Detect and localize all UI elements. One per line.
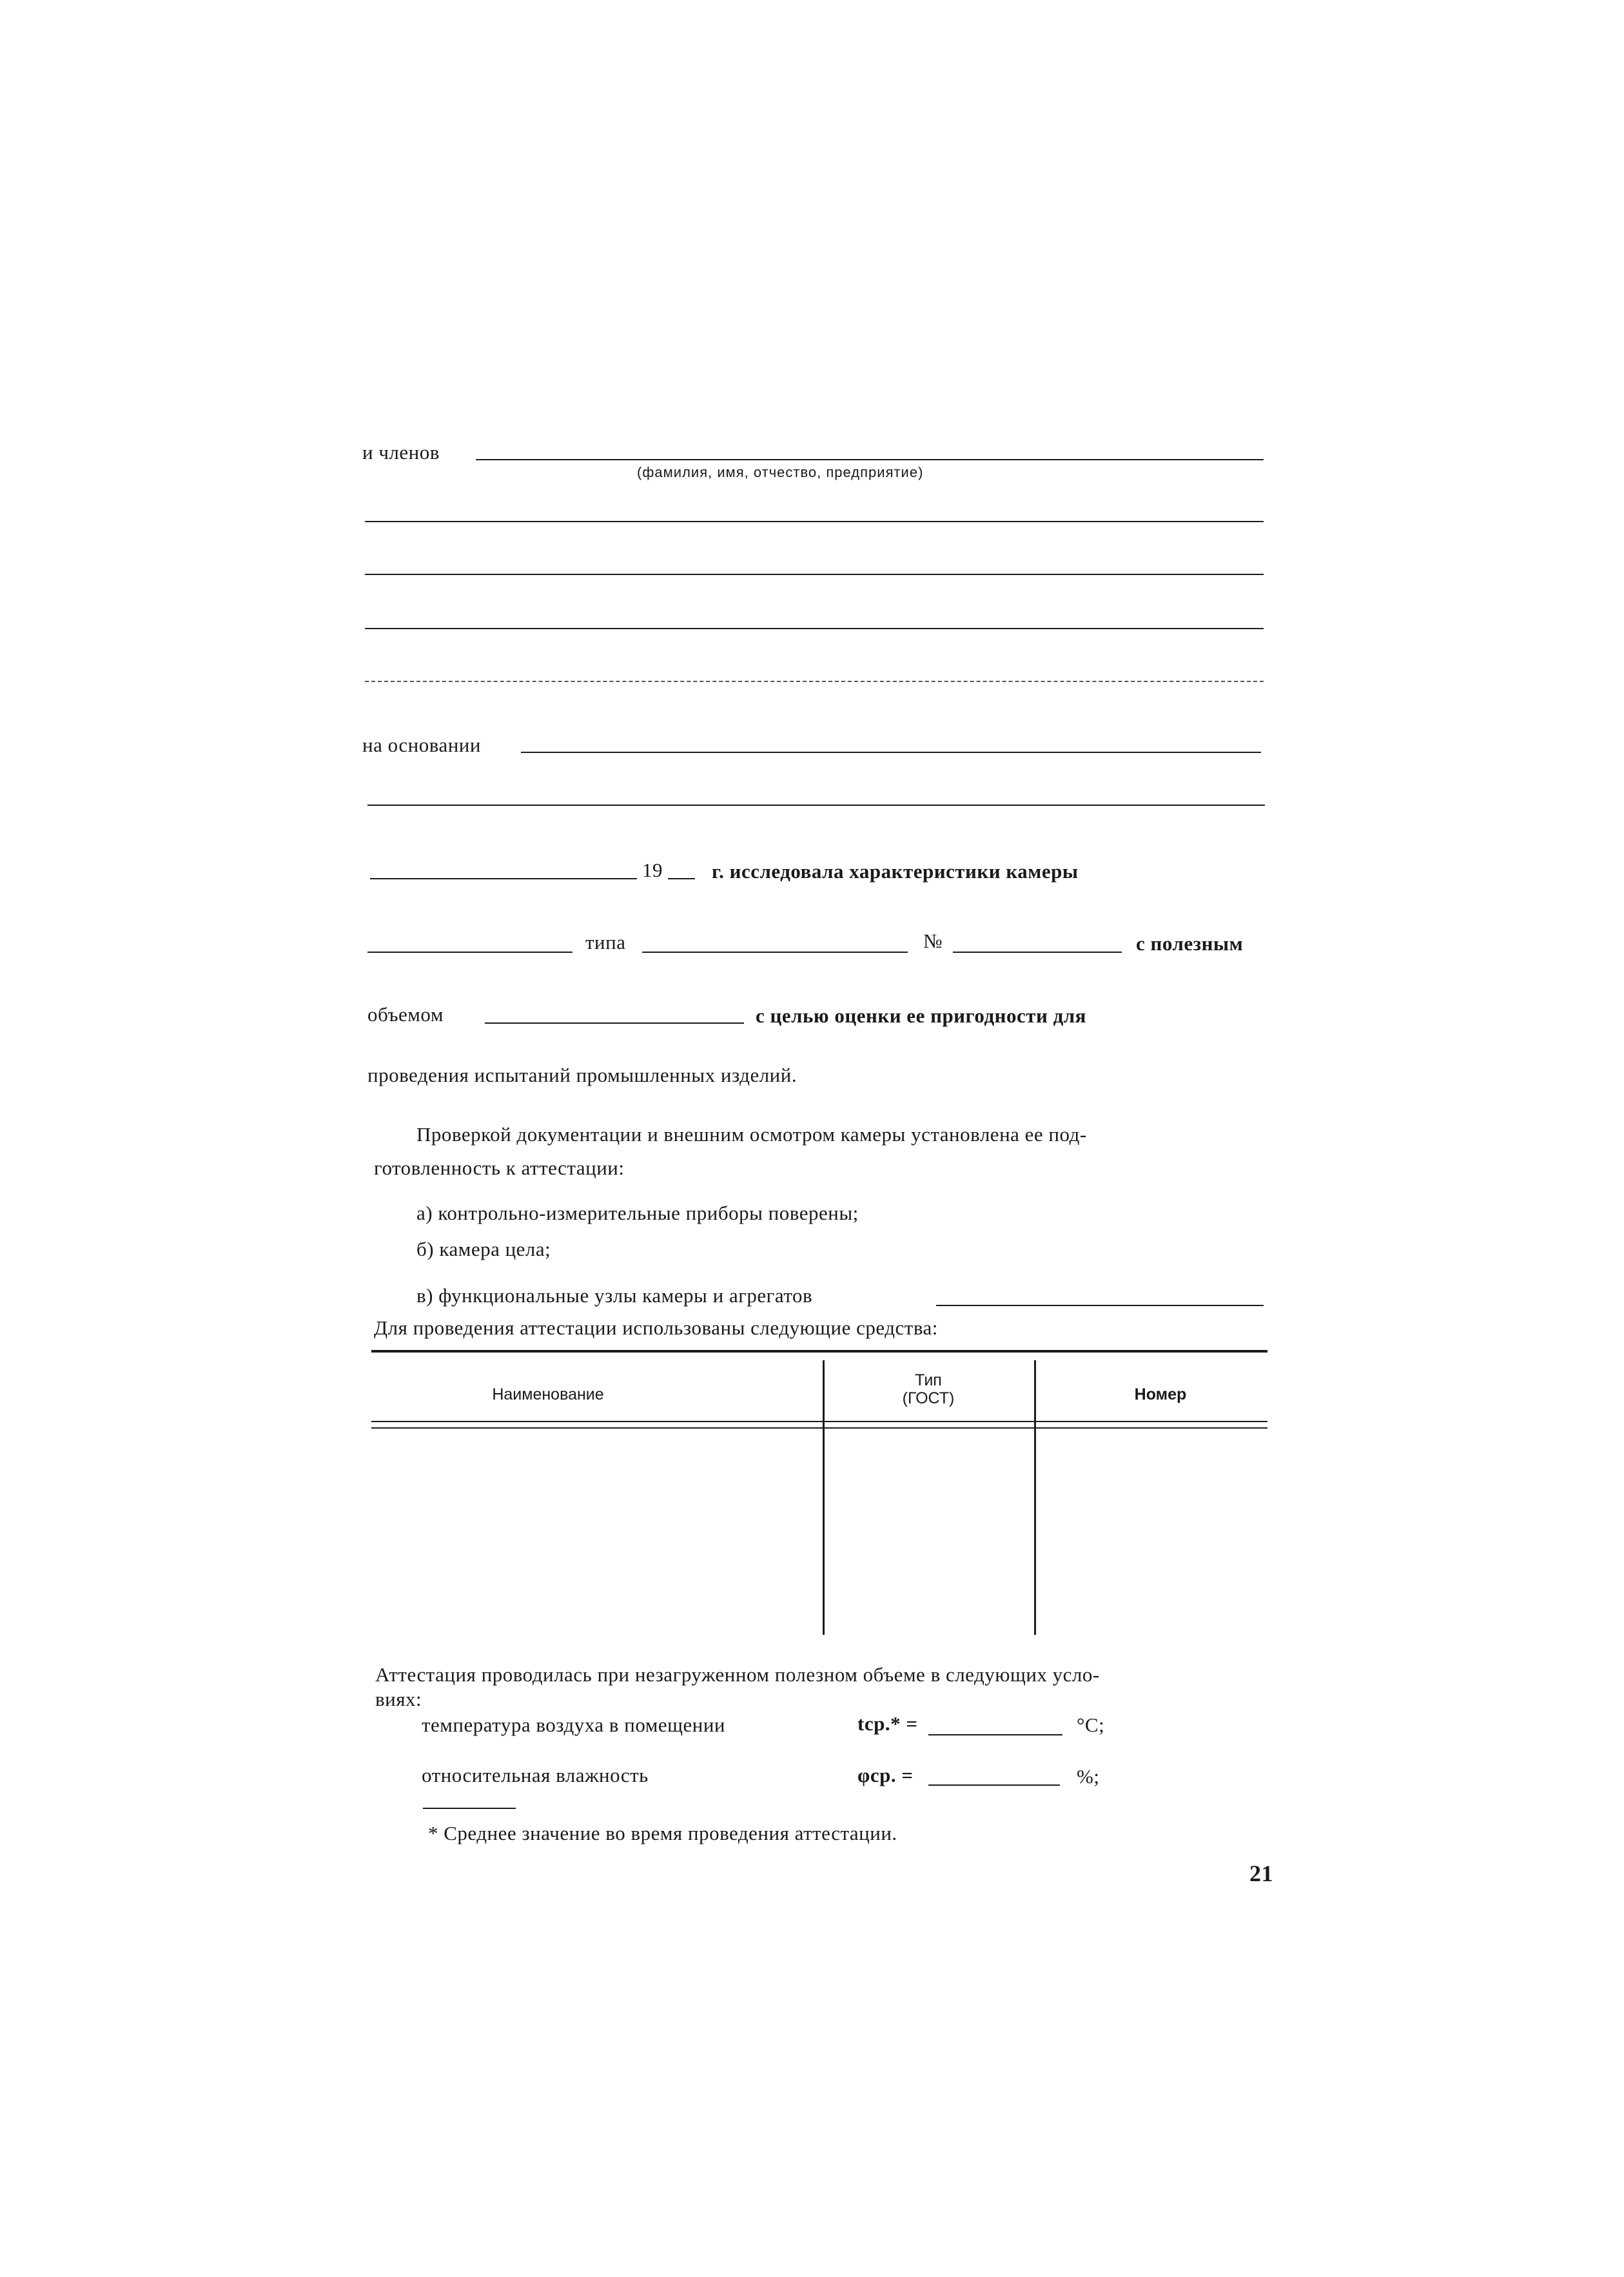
members-line-3[interactable] <box>365 574 1264 575</box>
table-col-divider-1 <box>823 1360 825 1635</box>
means-intro: Для проведения аттестации использованы следующие средства: <box>374 1316 938 1339</box>
page-number: 21 <box>1249 1861 1273 1886</box>
volume-label: объемом <box>367 1003 444 1026</box>
table-header-number: Номер <box>1134 1385 1187 1403</box>
temp-symbol: tср.* = <box>857 1712 918 1735</box>
footnote: * Среднее значение во время проведения аттестации. <box>428 1822 897 1844</box>
members-line[interactable] <box>476 459 1264 460</box>
year-prefix: 19 <box>642 859 663 881</box>
purpose-text-2: проведения испытаний промышленных изделий. <box>367 1064 797 1086</box>
conditions-intro-line2: виях: <box>375 1688 422 1710</box>
table-col-divider-2 <box>1034 1360 1036 1635</box>
type-line[interactable] <box>642 952 908 953</box>
chamber-name-line[interactable] <box>367 952 572 953</box>
humidity-symbol: φср. = <box>857 1764 914 1786</box>
footnote-rule <box>423 1808 516 1809</box>
check-paragraph-line1: Проверкой документации и внешним осмотром камеры установлена ее под- <box>416 1123 1087 1146</box>
temp-label: температура воздуха в помещении <box>422 1714 726 1736</box>
date-line[interactable] <box>370 878 637 879</box>
table-header-type: Тип (ГОСТ) <box>902 1371 955 1407</box>
type-label: типа <box>585 931 626 953</box>
item-a: а) контрольно-измерительные приборы поверены; <box>416 1202 859 1224</box>
members-hint: (фамилия, имя, отчество, предприятие) <box>637 464 924 480</box>
number-line[interactable] <box>953 952 1122 953</box>
useful-label: с полезным <box>1136 932 1244 955</box>
humidity-label: относительная влажность <box>422 1764 649 1786</box>
item-b: б) камера цела; <box>416 1238 551 1260</box>
table-header-rule-2 <box>371 1427 1267 1429</box>
item-c: в) функциональные узлы камеры и агрегатов <box>416 1284 813 1307</box>
basis-label: на основании <box>362 734 481 756</box>
temp-unit: °С; <box>1077 1714 1105 1736</box>
humidity-unit: %; <box>1077 1765 1100 1788</box>
number-label: № <box>923 930 943 952</box>
members-line-5[interactable] <box>365 681 1264 682</box>
purpose-text: с целью оценки ее пригодности для <box>756 1004 1086 1027</box>
basis-line-2[interactable] <box>367 805 1265 806</box>
members-line-2[interactable] <box>365 521 1264 522</box>
item-c-line[interactable] <box>936 1305 1264 1306</box>
members-label: и членов <box>362 441 440 464</box>
table-top-rule <box>371 1350 1267 1353</box>
research-text: г. исследовала характеристики камеры <box>712 860 1079 883</box>
volume-line[interactable] <box>485 1022 744 1024</box>
humidity-value-line[interactable] <box>928 1784 1060 1786</box>
year-line[interactable] <box>668 878 695 879</box>
table-header-rule-1 <box>371 1421 1267 1422</box>
temp-value-line[interactable] <box>928 1734 1062 1735</box>
basis-line[interactable] <box>521 752 1261 753</box>
members-line-4[interactable] <box>365 628 1264 629</box>
table-header-name: Наименование <box>492 1385 604 1403</box>
check-paragraph-line2: готовленность к аттестации: <box>374 1157 625 1179</box>
conditions-intro-line1: Аттестация проводилась при незагруженном полезном объеме в следующих усло- <box>375 1663 1100 1686</box>
